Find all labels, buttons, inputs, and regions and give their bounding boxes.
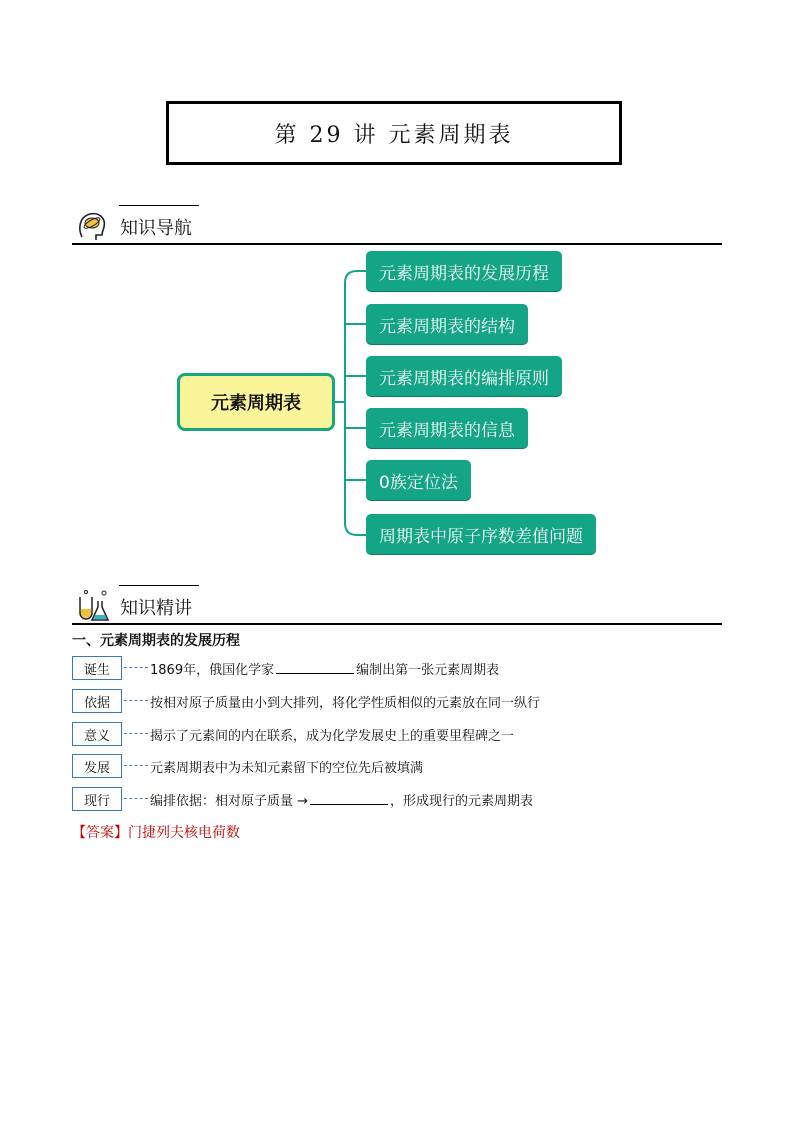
lecture-title: 第 29 讲 元素周期表 bbox=[274, 122, 514, 148]
mindmap-node: 元素周期表的结构 bbox=[366, 304, 528, 344]
section-header-lecture bbox=[72, 585, 722, 625]
mindmap-node: 0族定位法 bbox=[366, 460, 471, 500]
fill-blank bbox=[276, 661, 354, 674]
row-text: 1869年，俄国化学家 编制出第一张元素周期表 bbox=[150, 663, 500, 678]
mindmap-node: 元素周期表的发展历程 bbox=[366, 251, 562, 291]
mindmap-node: 元素周期表的编排原则 bbox=[366, 356, 562, 396]
row-text: 元素周期表中为未知元素留下的空位先后被填满 bbox=[150, 761, 424, 776]
section-underline bbox=[72, 623, 722, 625]
row-text: 揭示了元素间的内在联系，成为化学发展史上的重要里程碑之一 bbox=[150, 729, 515, 744]
row-connector bbox=[124, 733, 148, 734]
row-text: 按相对原子质量由小到大排列，将化学性质相似的元素放在同一纵行 bbox=[150, 696, 541, 711]
header-top-line bbox=[119, 585, 199, 586]
row-tag: 发展 bbox=[72, 754, 122, 778]
row-connector bbox=[124, 798, 148, 799]
row-text: 编排依据：相对原子质量 → ，形成现行的元素周期表 bbox=[150, 794, 534, 809]
row-connector bbox=[124, 700, 148, 701]
fill-blank bbox=[310, 792, 388, 805]
row-tag: 依据 bbox=[72, 689, 122, 713]
section-label: 知识精讲 bbox=[120, 598, 192, 619]
section-label: 知识导航 bbox=[120, 218, 192, 239]
row-tag: 现行 bbox=[72, 787, 122, 811]
row-tag: 诞生 bbox=[72, 656, 122, 680]
mindmap-node: 元素周期表的信息 bbox=[366, 408, 528, 448]
row-connector bbox=[124, 765, 148, 766]
mindmap-node: 周期表中原子序数差值问题 bbox=[366, 514, 596, 554]
flask-icon bbox=[74, 587, 110, 623]
row-tag: 意义 bbox=[72, 722, 122, 746]
subsection-title: 一、元素周期表的发展历程 bbox=[72, 633, 240, 649]
answer-text: 【答案】门捷列夫核电荷数 bbox=[72, 825, 240, 841]
row-connector bbox=[124, 667, 148, 668]
mindmap-root: 元素周期表 bbox=[177, 373, 335, 431]
